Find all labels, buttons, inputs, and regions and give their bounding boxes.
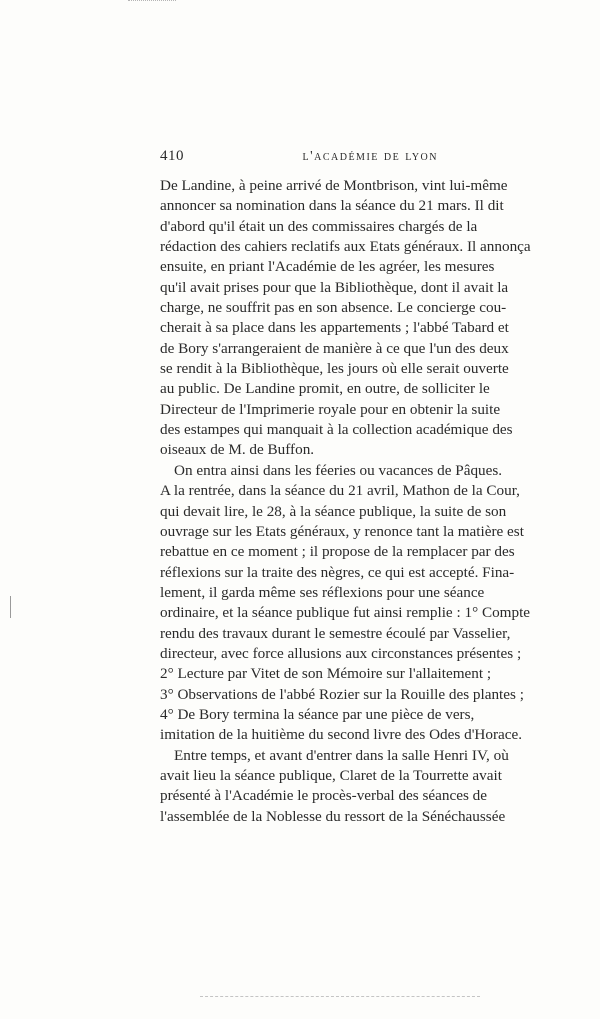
text-line: On entra ainsi dans les féeries ou vacances de Pâques. bbox=[174, 461, 503, 479]
text-line: A la rentrée, dans la séance du 21 avril, Mathon de la Cour, bbox=[160, 482, 520, 500]
text-line: de Bory s'arrangeraient de manière à ce que l'un des deux bbox=[160, 339, 509, 357]
text-line: d'abord qu'il était un des commissaires chargés de la bbox=[160, 217, 478, 235]
text-line: présenté à l'Académie le procès-verbal des séances de bbox=[160, 787, 487, 805]
text-line: qu'il avait prises pour que la Bibliothèque, dont il avait la bbox=[160, 278, 509, 296]
text-line: cherait à sa place dans les appartements ; l'abbé Tabard et bbox=[160, 319, 509, 337]
page-header bbox=[160, 148, 438, 165]
body-text bbox=[160, 176, 531, 827]
text-line: des estampes qui manquait à la collection académique des bbox=[160, 421, 513, 439]
margin-mark bbox=[10, 596, 11, 618]
text-line: au public. De Landine promit, en outre, de solliciter le bbox=[160, 380, 490, 398]
text-line: annoncer sa nomination dans la séance du 21 mars. Il dit bbox=[160, 197, 504, 215]
text-line: rendu des travaux durant le semestre écoulé par Vasselier, bbox=[160, 624, 511, 642]
text-line: Entre temps, et avant d'entrer dans la salle Henri IV, où bbox=[174, 746, 509, 764]
text-line: 4° De Bory termina la séance par une pièce de vers, bbox=[160, 705, 475, 723]
running-title: l'académie de lyon bbox=[302, 149, 438, 164]
text-line: lement, il garda même ses réflexions pour une séance bbox=[160, 583, 485, 601]
text-line: rebattue en ce moment ; il propose de la remplacer par des bbox=[160, 543, 515, 561]
text-line: Directeur de l'Imprimerie royale pour en obtenir la suite bbox=[160, 400, 501, 418]
text-line: 3° Observations de l'abbé Rozier sur la Rouille des plantes ; bbox=[160, 685, 524, 703]
scan-mark-bottom bbox=[200, 996, 480, 998]
text-line: directeur, avec force allusions aux circonstances présentes ; bbox=[160, 644, 522, 662]
text-line: ouvrage sur les Etats généraux, y renonce tant la matière est bbox=[160, 522, 524, 540]
text-line: avait lieu la séance publique, Claret de la Tourrette avait bbox=[160, 766, 502, 784]
text-line: rédaction des cahiers reclatifs aux Etats généraux. Il annonça bbox=[160, 238, 531, 256]
text-line: oiseaux de M. de Buffon. bbox=[160, 441, 315, 459]
text-line: se rendit à la Bibliothèque, les jours où elle serait ouverte bbox=[160, 360, 509, 378]
text-line: réflexions sur la traite des nègres, ce qui est accepté. Fina- bbox=[160, 563, 515, 581]
text-line: De Landine, à peine arrivé de Montbrison, vint lui-même bbox=[160, 177, 508, 194]
text-line: qui devait lire, le 28, à la séance publique, la suite de son bbox=[160, 502, 507, 520]
text-line: ordinaire, et la séance publique fut ainsi remplie : 1° Compte bbox=[160, 604, 531, 622]
text-line: ensuite, en priant l'Académie de les agréer, les mesures bbox=[160, 258, 495, 276]
text-line: 2° Lecture par Vitet de son Mémoire sur l'allaitement ; bbox=[160, 665, 492, 683]
text-line: imitation de la huitième du second livre des Odes d'Horace. bbox=[160, 726, 523, 744]
scan-mark-top bbox=[128, 0, 176, 4]
text-line: l'assemblée de la Noblesse du ressort de la Sénéchaussée bbox=[160, 807, 506, 825]
text-line: charge, ne souffrit pas en son absence. Le concierge cou- bbox=[160, 299, 507, 317]
page-number: 410 bbox=[160, 148, 184, 164]
